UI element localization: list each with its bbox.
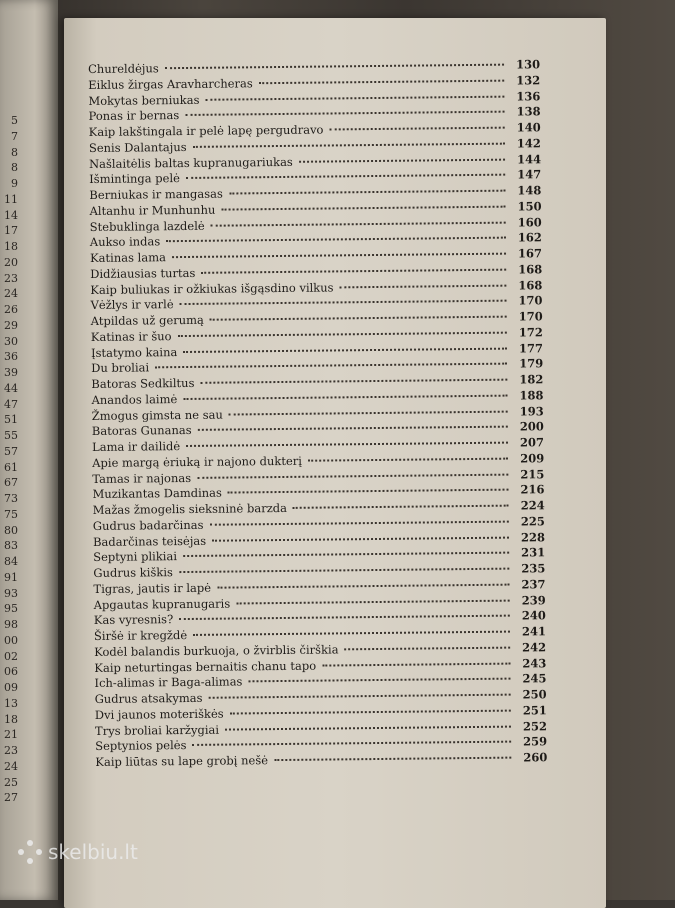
dot-leader — [209, 519, 508, 525]
dot-leader — [225, 724, 511, 730]
dot-leader — [185, 110, 504, 116]
left-page-number: 00 — [4, 633, 18, 647]
dot-leader — [229, 409, 508, 415]
dot-leader — [340, 283, 507, 288]
toc-entry-title: Apgautas kupranugaris — [93, 596, 231, 612]
dot-leader — [212, 535, 509, 541]
left-page-number: 7 — [11, 129, 18, 143]
toc-entry-page: 250 — [522, 687, 547, 702]
toc-entry-page: 215 — [520, 466, 545, 481]
toc-entry-title: Berniukas ir mangasas — [89, 186, 223, 202]
toc-entry-title: Eiklus žirgas Aravharcheras — [88, 76, 253, 92]
toc-entry-page: 239 — [521, 592, 546, 607]
toc-entry-title: Mokytas berniukas — [88, 92, 200, 108]
toc-entry-page: 168 — [518, 277, 543, 293]
toc-entry-title: Ich-alimas ir Baga-alimas — [94, 674, 243, 691]
toc-entry-page: 132 — [516, 73, 541, 88]
left-page-number: 24 — [4, 287, 18, 301]
dot-leader — [193, 141, 505, 147]
toc-entry-page: 167 — [517, 246, 543, 261]
toc-entry-title: Gudrus atsakymas — [94, 690, 203, 706]
toc-entry-title: Dvi jaunos moteriškės — [94, 706, 224, 722]
left-page-number: 29 — [4, 318, 18, 332]
left-page-number: 51 — [4, 413, 18, 427]
toc-entry-title: Gudrus badarčinas — [92, 517, 204, 533]
dot-leader — [308, 456, 508, 461]
left-page-number: 13 — [4, 696, 18, 710]
dot-leader — [208, 693, 510, 699]
left-page-number: 44 — [4, 381, 18, 395]
dot-leader — [183, 346, 507, 352]
left-page-number: 8 — [11, 161, 18, 175]
left-page-number: 55 — [4, 429, 18, 442]
left-page-number: 39 — [4, 366, 18, 379]
dot-leader — [274, 756, 511, 761]
dot-leader — [186, 441, 508, 447]
toc-entry-page: 172 — [518, 325, 543, 340]
left-page-number: 8 — [11, 145, 18, 159]
toc-entry-page: 228 — [520, 529, 546, 544]
toc-entry-page: 240 — [521, 608, 546, 623]
left-page-number: 26 — [4, 303, 18, 316]
dot-leader — [248, 677, 510, 683]
left-page-number: 09 — [4, 681, 18, 694]
toc-entry-page: 144 — [516, 151, 542, 167]
toc-entry-page: 182 — [519, 372, 544, 387]
toc-entry-page: 225 — [520, 513, 545, 529]
toc-entry-page: 200 — [519, 419, 544, 434]
toc-entry-title: Batoras Gunanas — [91, 423, 192, 439]
toc-entry-title: Septynios pelės — [95, 738, 187, 754]
toc-entry-page: 235 — [521, 561, 546, 576]
dot-leader — [165, 63, 504, 70]
left-page-number: 30 — [4, 334, 18, 348]
toc-entry-title: Altanhu ir Munhunhu — [89, 202, 216, 218]
left-page-number: 27 — [4, 791, 18, 805]
dot-leader — [193, 630, 510, 636]
toc-entry-page: 237 — [521, 576, 546, 592]
toc-entry-page: 260 — [523, 750, 548, 765]
toc-entry-title: Kodėl balandis burkuoja, o žvirblis čirškia — [94, 642, 339, 659]
dot-leader — [183, 551, 509, 557]
toc-entry-title: Stebuklinga lazdelė — [89, 218, 205, 234]
toc-entry-title: Tamas ir najonas — [92, 470, 192, 486]
toc-entry-page: 179 — [519, 356, 544, 371]
skelbiu-logo-icon — [18, 840, 42, 864]
toc-entry-title: Du broliai — [91, 360, 150, 376]
toc-entry-title: Našlaitėlis baltas kupranugariukas — [88, 154, 293, 171]
dot-leader — [201, 267, 506, 273]
dot-leader — [217, 582, 510, 588]
left-page-number: 98 — [4, 618, 18, 631]
watermark — [18, 840, 138, 864]
dot-leader — [183, 393, 507, 399]
left-page-number: 06 — [4, 665, 18, 679]
toc-entry-page: 142 — [516, 136, 541, 151]
left-page-number: 73 — [4, 492, 18, 505]
toc-entry-title: Žmogus gimsta ne sau — [91, 407, 223, 423]
left-page-number: 67 — [4, 476, 18, 490]
toc-entry-page: 242 — [522, 639, 547, 655]
left-page — [0, 0, 58, 900]
toc-entry-page: 177 — [518, 340, 544, 356]
left-page-number: 5 — [11, 114, 18, 127]
left-page-number: 17 — [4, 224, 18, 238]
toc-entry-title: Įstatymo kaina — [90, 344, 178, 360]
dot-leader — [259, 78, 505, 84]
dot-leader — [172, 252, 506, 258]
left-page-number: 24 — [4, 759, 18, 773]
toc-entry-title: Gudrus kiškis — [93, 565, 173, 580]
toc-entry-page: 168 — [518, 262, 543, 277]
toc-entry-page: 207 — [519, 435, 545, 450]
dot-leader — [236, 598, 509, 604]
toc-entry-page: 259 — [523, 734, 548, 749]
dot-leader — [180, 299, 507, 305]
dot-leader — [322, 661, 510, 666]
dot-leader — [179, 614, 510, 620]
left-page-number: 21 — [4, 728, 18, 742]
toc-entry-title: Chureldėjus — [88, 61, 159, 76]
toc-entry-title: Trys broliai karžygiai — [94, 722, 220, 738]
toc-entry-title: Didžiausias turtas — [90, 265, 196, 281]
toc-entry-page: 243 — [522, 655, 547, 670]
toc-entry-title: Tigras, jautis ir lapė — [93, 580, 212, 596]
left-page-number: 93 — [4, 586, 18, 600]
toc-entry-page: 147 — [517, 167, 542, 182]
left-page-number: 61 — [4, 460, 18, 474]
dot-leader — [228, 488, 509, 494]
dot-leader — [177, 330, 506, 336]
toc-entry-title: Išmintinga pelė — [89, 171, 180, 187]
left-page-number: 18 — [4, 712, 18, 726]
toc-entry-page: 251 — [522, 702, 547, 718]
toc-entry-page: 148 — [517, 183, 542, 198]
toc-entry-title: Širšė ir kregždė — [93, 627, 188, 643]
left-page-number: 18 — [4, 240, 18, 253]
toc-entry-title: Katinas ir šuo — [90, 328, 172, 344]
dot-leader — [229, 189, 506, 195]
toc-entry-page: 150 — [517, 199, 542, 214]
left-page-number: 20 — [4, 255, 18, 269]
dot-leader — [230, 708, 511, 714]
toc-entry-title: Senis Dalantajus — [88, 139, 187, 155]
left-page-number: 02 — [4, 649, 18, 663]
table-of-contents — [88, 57, 547, 770]
toc-entry-title: Septyni plikiai — [93, 549, 178, 565]
dot-leader — [329, 126, 504, 131]
left-page-number: 11 — [4, 192, 18, 206]
toc-entry-page: 231 — [521, 545, 546, 560]
left-page-number: 9 — [11, 177, 18, 190]
left-page-numbers — [4, 113, 18, 806]
toc-entry-page: 193 — [519, 403, 544, 418]
toc-entry-title: Kas vyresnis? — [93, 612, 174, 628]
toc-entry-page: 170 — [518, 293, 543, 308]
toc-entry-title: Aukso indas — [89, 234, 161, 250]
toc-entry-page: 252 — [522, 718, 548, 733]
toc-entry-title: Katinas lama — [89, 250, 166, 265]
toc-entry-title: Kaip neturtingas bernaitis chanu tapo — [94, 658, 317, 675]
dot-leader — [345, 645, 511, 650]
toc-entry-title: Badarčinas teisėjas — [92, 533, 207, 549]
dot-leader — [155, 362, 507, 369]
toc-entry-page: 130 — [515, 57, 541, 72]
toc-entry-title: Ponas ir bernas — [88, 108, 180, 124]
left-page-number: 23 — [4, 271, 18, 285]
dot-leader — [299, 157, 505, 162]
dot-leader — [166, 236, 506, 243]
toc-entry-title: Lama ir dailidė — [91, 439, 181, 454]
dot-leader — [179, 567, 509, 573]
toc-entry-page: 245 — [522, 671, 547, 686]
toc-entry-title: Apie margą ėriuką ir najono dukterį — [92, 453, 302, 470]
toc-entry-page: 241 — [521, 624, 547, 639]
toc-entry-page: 170 — [518, 309, 543, 324]
toc-entry-page: 224 — [520, 498, 545, 513]
toc-entry-title: Kaip buliukas ir ožkiukas išgąsdino vilkus — [90, 279, 334, 297]
toc-entry-page: 216 — [520, 482, 545, 497]
dot-leader — [211, 220, 506, 226]
left-page-number: 47 — [4, 397, 18, 411]
dot-leader — [293, 504, 509, 509]
toc-entry-title: Kaip lakštingala ir pelė lapę pergudravo — [88, 122, 324, 139]
dot-leader — [197, 472, 508, 478]
left-page-number: 95 — [4, 602, 18, 616]
dot-leader — [221, 204, 505, 210]
toc-entry-page: 140 — [516, 120, 541, 135]
toc-entry-title: Kaip liūtas su lape grobį nešė — [95, 753, 269, 769]
toc-entry-page: 209 — [520, 450, 545, 466]
left-page-number: 91 — [4, 570, 18, 584]
toc-entry-page: 188 — [519, 387, 544, 403]
left-page-number: 57 — [4, 444, 18, 458]
left-page-number: 84 — [4, 555, 18, 568]
left-page-number: 14 — [4, 208, 18, 222]
left-page-number: 75 — [4, 507, 18, 521]
toc-entry-page: 138 — [516, 104, 541, 119]
left-page-number: 36 — [4, 350, 18, 364]
toc-entry-title: Anandos laimė — [91, 391, 178, 407]
toc-entry-page: 136 — [516, 88, 541, 104]
dot-leader — [192, 740, 511, 746]
toc-entry-title: Vėžlys ir varlė — [90, 297, 174, 313]
toc-entry-page: 160 — [517, 214, 542, 230]
toc-entry-title: Batoras Sedkiltus — [91, 375, 195, 391]
dot-leader — [210, 315, 507, 321]
left-page-number: 25 — [4, 775, 18, 789]
left-page-number: 80 — [4, 523, 18, 537]
toc-entry-title: Mažas žmogelis sieksninė barzda — [92, 500, 288, 517]
toc-entry-title: Atpildas už gerumą — [90, 312, 204, 328]
toc-entry-page: 162 — [517, 230, 542, 245]
left-page-number: 23 — [4, 744, 18, 757]
watermark-text: skelbiu.lt — [48, 840, 138, 864]
dot-leader — [205, 94, 504, 100]
dot-leader — [200, 378, 507, 384]
dot-leader — [198, 425, 508, 431]
left-page-number: 83 — [4, 539, 18, 553]
toc-entry-title: Muzikantas Damdinas — [92, 485, 222, 502]
dot-leader — [186, 173, 505, 179]
